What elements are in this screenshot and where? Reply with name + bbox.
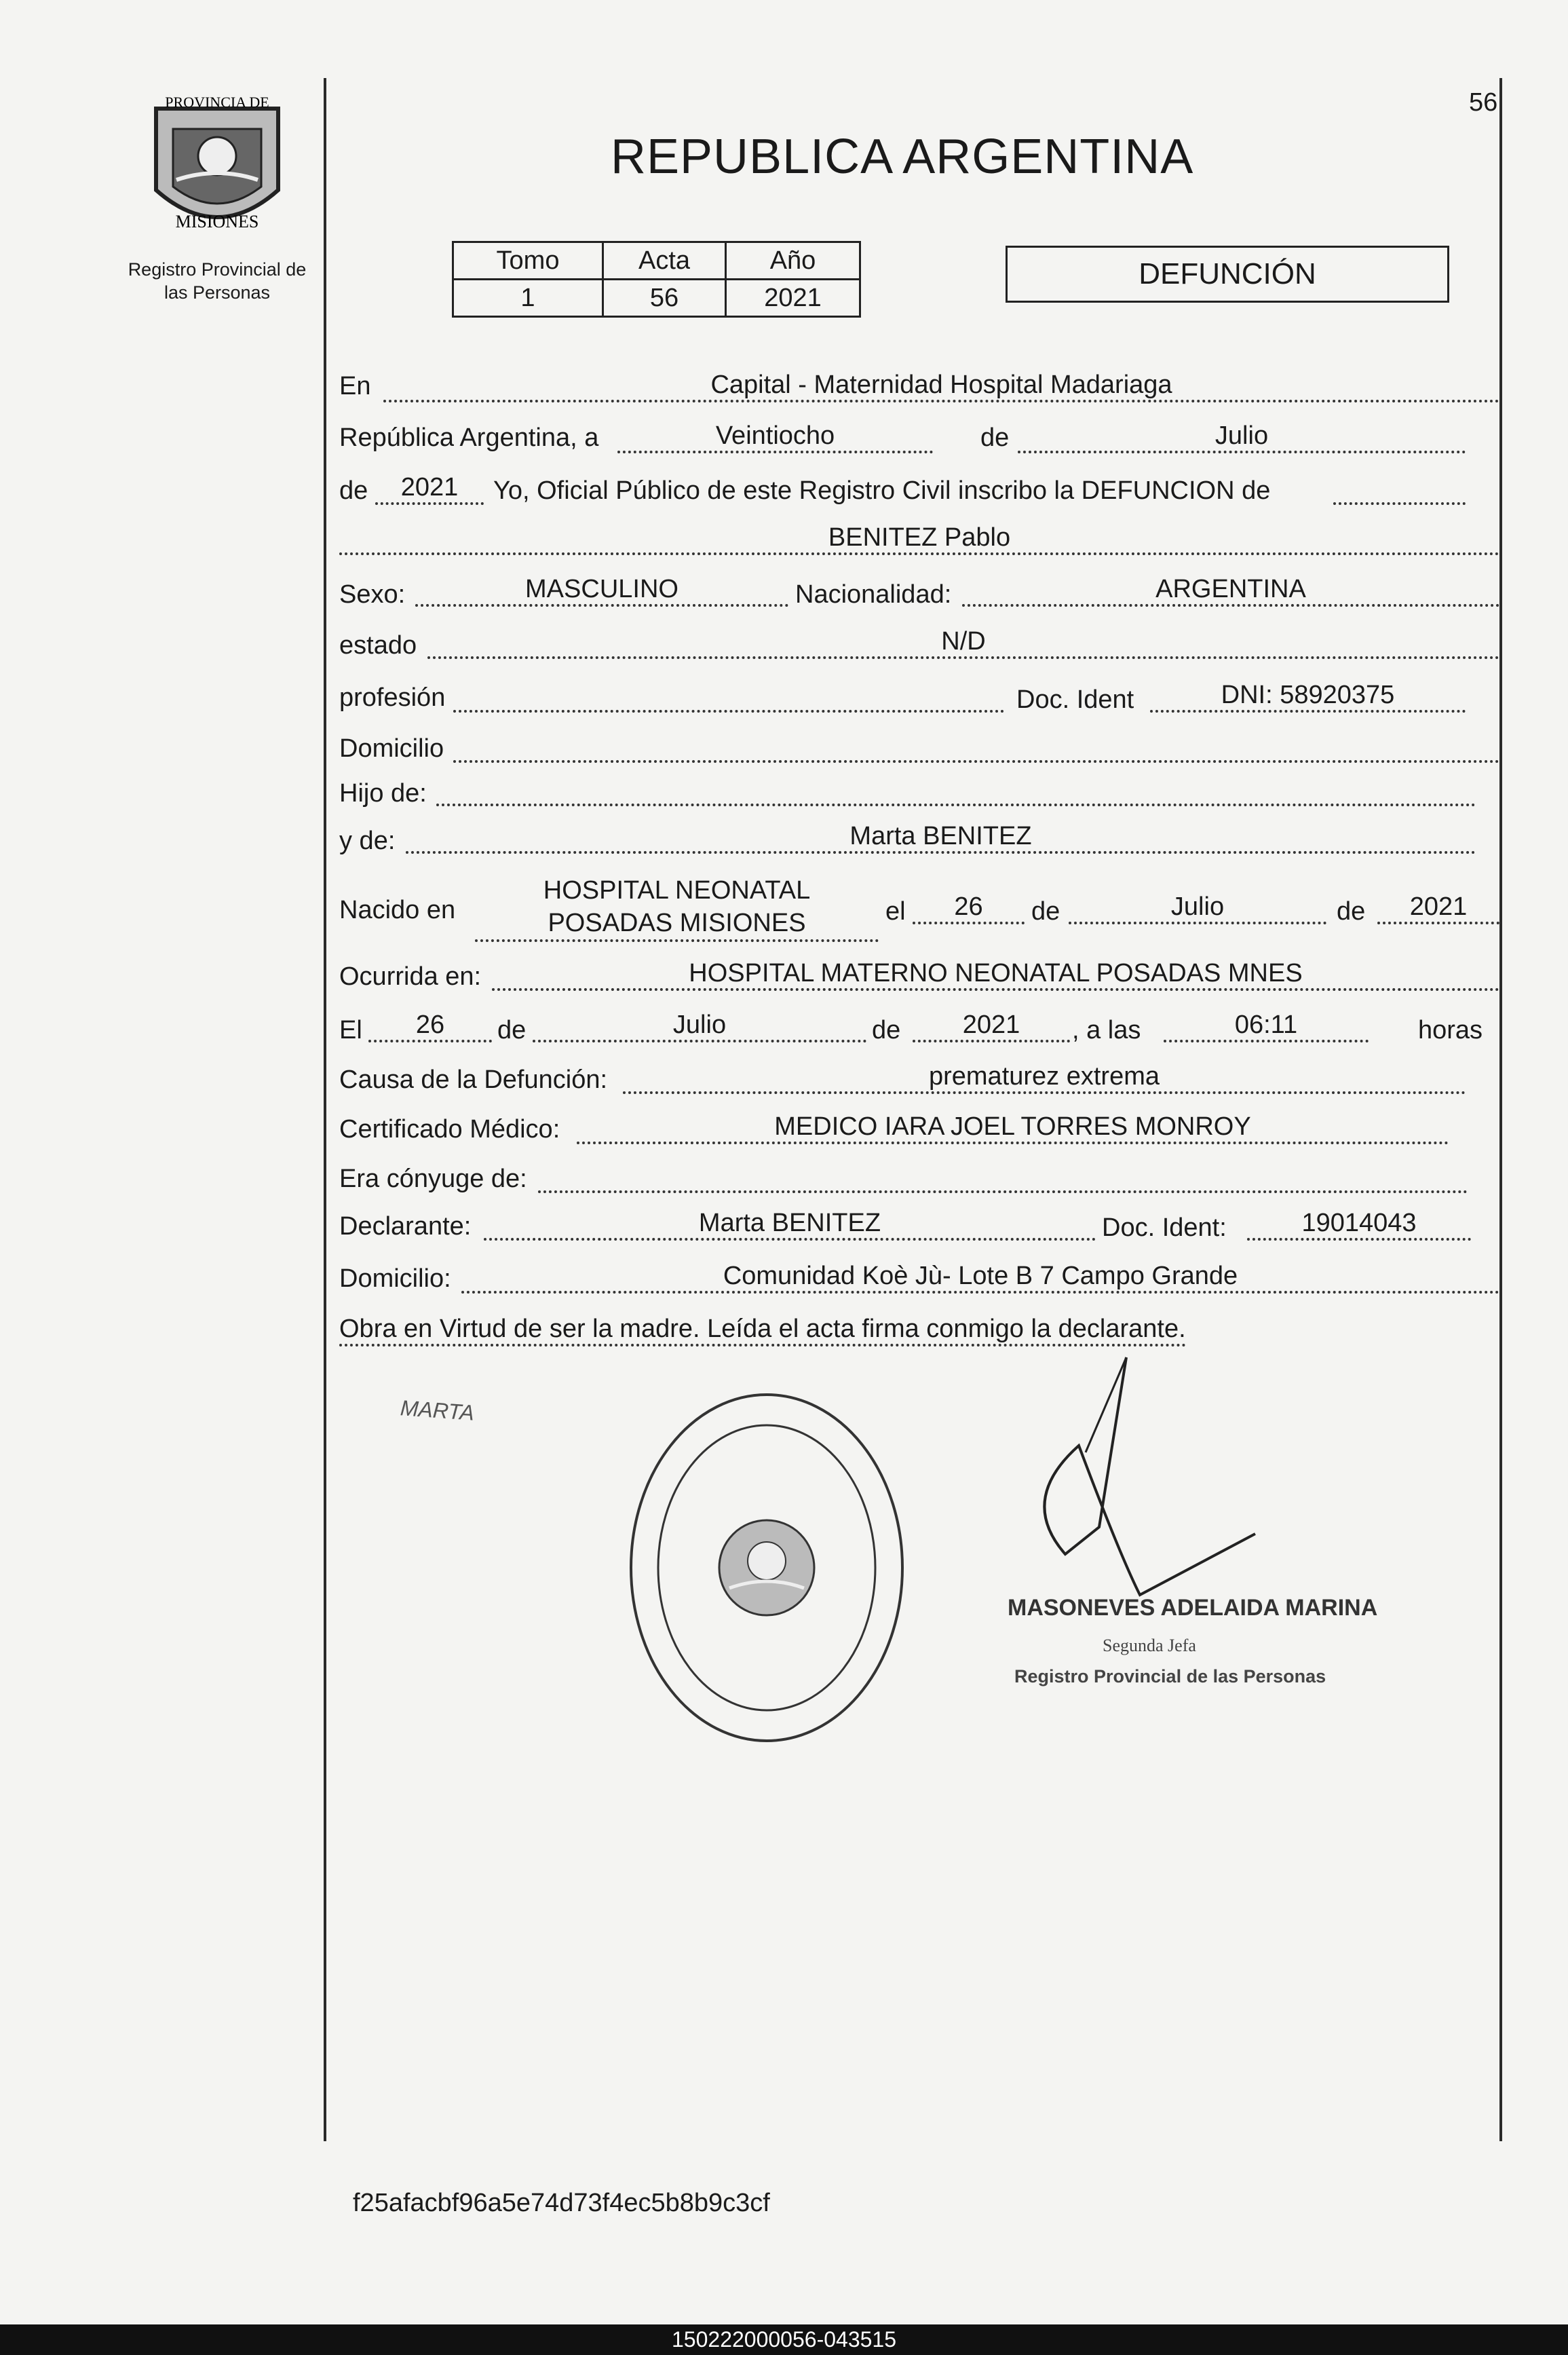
horas-label: horas <box>1418 1016 1483 1044</box>
republica-label: República Argentina, a <box>339 423 599 452</box>
profesion-label: profesión <box>339 683 446 712</box>
hour-field: 06:11 <box>1164 1010 1369 1042</box>
de-label: de <box>980 423 1010 452</box>
closing-statement: Obra en Virtud de ser la madre. Leída el acta firma conmigo la declarante. <box>339 1315 1186 1346</box>
death-de1-label: de <box>497 1016 527 1044</box>
ano-header: Año <box>726 242 860 280</box>
page-number: 56 <box>1469 88 1498 117</box>
record-table <box>452 241 861 318</box>
svg-text:MISIONES: MISIONES <box>175 212 259 231</box>
sexo-label: Sexo: <box>339 580 406 609</box>
official-org: Registro Provincial de las Personas <box>1014 1666 1326 1687</box>
en-label: En <box>339 372 371 400</box>
inscribo-text: Yo, Oficial Público de este Registro Civil inscribo la DEFUNCION de <box>493 476 1271 505</box>
right-margin-line <box>1499 78 1502 2141</box>
birth-year-field: 2021 <box>1377 892 1499 924</box>
acta-value: 56 <box>603 280 726 317</box>
document-title: REPUBLICA ARGENTINA <box>611 130 1194 184</box>
document-hash: f25afacbf96a5e74d73f4ec5b8b9c3cf <box>353 2189 770 2217</box>
death-de2-label: de <box>872 1016 901 1044</box>
official-name: MASONEVES ADELAIDA MARINA <box>1008 1595 1378 1621</box>
ocurrida-label: Ocurrida en: <box>339 962 482 991</box>
svg-text:PROVINCIA DE: PROVINCIA DE <box>165 94 269 111</box>
footer-code: 150222000056-043515 <box>0 2324 1568 2355</box>
conyuge-field <box>538 1161 1468 1193</box>
official-signature <box>963 1351 1371 1717</box>
declarante-field: Marta BENITEZ <box>484 1208 1096 1241</box>
a-las-label: , a las <box>1072 1016 1141 1044</box>
ano-value: 2021 <box>726 280 860 317</box>
doc-ident2-field: 19014043 <box>1247 1208 1471 1241</box>
mother-field: Marta BENITEZ <box>406 821 1476 854</box>
birth-month-field: Julio <box>1069 892 1326 924</box>
ocurrida-field: HOSPITAL MATERNO NEONATAL POSADAS MNES <box>492 958 1499 991</box>
death-day-field: 26 <box>368 1010 492 1042</box>
en-field: Capital - Maternidad Hospital Madariaga <box>383 370 1499 402</box>
registry-name: Registro Provincial de las Personas <box>128 259 307 303</box>
registry-stamp <box>621 1384 913 1751</box>
death-year-field: 2021 <box>913 1010 1070 1042</box>
doc-ident2-label: Doc. Ident: <box>1102 1213 1227 1242</box>
birthplace-line2: POSADAS MISIONES <box>548 909 806 937</box>
domicilio-label: Domicilio <box>339 734 444 763</box>
declarante-label: Declarante: <box>339 1212 472 1241</box>
birthplace-field <box>475 874 879 942</box>
anio-field: 2021 <box>375 472 484 505</box>
domicilio-field <box>453 730 1499 763</box>
official-role: Segunda Jefa <box>1103 1636 1196 1655</box>
causa-field: prematurez extrema <box>623 1061 1466 1094</box>
birth-de2-label: de <box>1337 897 1366 926</box>
acta-header: Acta <box>603 242 726 280</box>
inscribo-blank <box>1333 472 1466 505</box>
yde-label: y de: <box>339 827 396 855</box>
certificado-field: MEDICO IARA JOEL TORRES MONROY <box>577 1112 1449 1144</box>
record-type-box: DEFUNCIÓN <box>1006 246 1449 303</box>
death-month-field: Julio <box>533 1010 866 1042</box>
estado-label: estado <box>339 631 417 660</box>
conyuge-label: Era cónyuge de: <box>339 1165 527 1193</box>
tomo-value: 1 <box>453 280 603 317</box>
left-margin-line <box>324 78 326 2141</box>
province-seal-logo <box>142 88 292 244</box>
el-label: el <box>885 897 906 926</box>
nacionalidad-field: ARGENTINA <box>962 574 1499 607</box>
birth-day-field: 26 <box>913 892 1025 924</box>
deceased-name: BENITEZ Pablo <box>339 523 1499 555</box>
doc-ident-label: Doc. Ident <box>1016 685 1134 714</box>
birth-de1-label: de <box>1031 897 1060 926</box>
tomo-header: Tomo <box>453 242 603 280</box>
nacido-label: Nacido en <box>339 896 456 924</box>
causa-label: Causa de la Defunción: <box>339 1066 608 1094</box>
doc-ident-field: DNI: 58920375 <box>1150 680 1466 713</box>
certificado-label: Certificado Médico: <box>339 1115 560 1144</box>
hijo-field <box>436 774 1476 806</box>
hijo-label: Hijo de: <box>339 779 427 808</box>
dia-field: Veintiocho <box>617 421 933 453</box>
nacionalidad-label: Nacionalidad: <box>795 580 952 609</box>
profesion-field <box>453 680 1004 713</box>
sexo-field: MASCULINO <box>415 574 788 607</box>
estado-field: N/D <box>427 626 1499 659</box>
mes-field: Julio <box>1018 421 1466 453</box>
birthplace-line1: HOSPITAL NEONATAL <box>543 876 811 905</box>
domicilio2-label: Domicilio: <box>339 1264 451 1293</box>
handwritten-name: MARTA <box>399 1395 476 1425</box>
de2-label: de <box>339 476 368 505</box>
domicilio2-field: Comunidad Koè Jù- Lote B 7 Campo Grande <box>461 1261 1499 1294</box>
el2-label: El <box>339 1016 362 1044</box>
